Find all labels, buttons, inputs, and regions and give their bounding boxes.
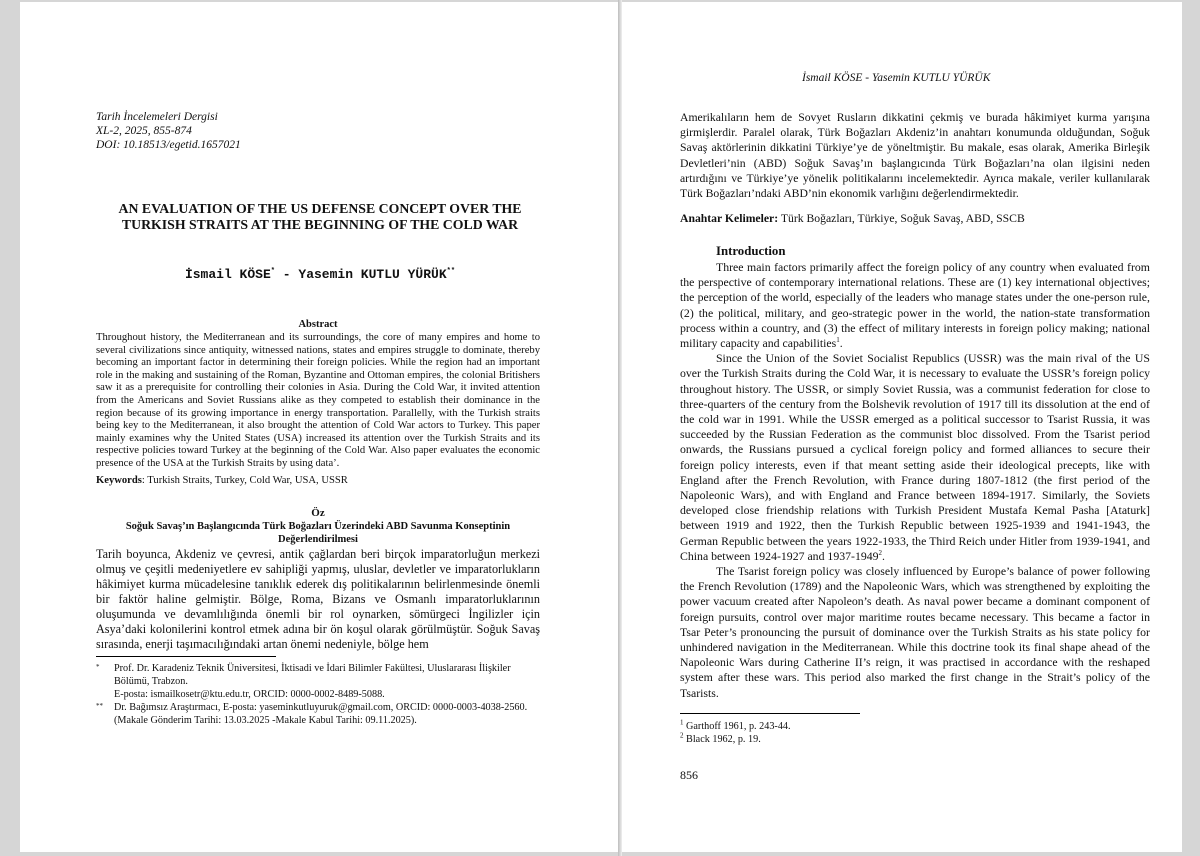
oz-heading: Öz — [311, 507, 325, 519]
oz-title: Soğuk Savaş’ın Başlangıcında Türk Boğazları Üzerindeki ABD Savunma Konseptinin Değerlendirilmesi — [125, 521, 511, 545]
abstract-text: Throughout history, the Mediterranean and its surroundings, the core of many empires and home to several civilizations since antiquity, witnessed nations, states and empires struggle to dominate, thereby becoming an important factor in determining their foreign policies. While the region had an important role in the making and sustaining of the Roman, Byzantine and Ottoman empires, the colonial Britishers saw it as a prerequisite for controlling their colonies in Asia. During the Cold War, it invited attention from the Americans and Soviet Russians alike as they competed to establish their dominance in the region because of its growing importance in energy transportation. Parallelly, with the Turkish straits being key to the Mediterranean, it also brought the attention of Cold War actors to Turkey. This paper mainly examines why the United States (USA) increased its attention over the Turkish Straits and its respective policies toward Turkey at the beginning of the Cold War. Also paper evaluates the economic presence of the USA at the Turkish Straits by using data’. — [96, 332, 540, 469]
keywords-label: Keywords — [96, 475, 142, 486]
footnote-ref[interactable]: 1 — [836, 336, 840, 345]
oz-continued: Amerikalıların hem de Sovyet Rusların dikkatini çekmiş ve burada hâkimiyet kurma yarışına girmişlerdir. Paralel olarak, Türk Boğazları Akdeniz’in anahtarı konumunda olduğundan, Soğuk Savaş aktörlerinin dikkatini Türkiye’ye de yöneltmiştir. Bu makale, esas olarak, Amerika Birleşik Devletleri’nin (ABD) Soğuk Savaş’ın başlangıcında Türk Boğazları’na olan ilgisini neden artırdığını ve Türkiye’ye yönelik politikalarını incelemektedir. Ayrıca makale, veriler kullanılarak Türk Boğazları’ndaki ABD’nin ekonomik varlığını değerlendirmektedir. — [680, 111, 1150, 201]
author-1-mark: * — [270, 267, 275, 276]
footnote-item — [96, 701, 540, 727]
keywords-text: : Turkish Straits, Turkey, Cold War, USA, USSR — [141, 475, 348, 486]
footnote-mark: * — [96, 663, 100, 671]
footnote-rule — [680, 713, 860, 714]
footnote-item — [96, 662, 540, 701]
footnote-line: E-posta: ismailkosetr@ktu.edu.tr, ORCID: 0000-0002-8489-5088. — [114, 689, 385, 700]
abstract-body — [96, 332, 540, 471]
paragraph: Since the Union of the Soviet Socialist Republics (USSR) was the main rival of the US over the Turkish Straits during the Cold War, it is necessary to evaluate the USSR’s foreign policy throughout history. The USSR, or simply Soviet Russia, was a communist federation for close to three-quarters of the century from the Bolshevik revolution of 1917 till its dissolution at the end of the cold war in 1991. While the USSR emerged as a political successor to Tsarist Russia, it was succeeded by the Russian Federation as the communist bloc dissolved. From the Tsarist period onwards, the Russians pursued a cyclical foreign policy and formed alliances to secure their foreign policy interests, even if that meant setting aside their ideological precepts, like with England after the French Revolution, with France during 1807-1812 (the first period of the Napoleonic Wars), and with England and France between 1894-1917. Similarly, the Soviets developed close friendship relations with Turkish President Mustafa Kemal Pasha [Ataturk] between 1919 and 1922, then the Turkish Republic between 1925-1939 and 1941-1943, the German Republic between the years 1922-1933, the Third Reich under Hitler from 1939-1941, and China between 1924-1927 and 1937-1949$^2$. — [680, 351, 1150, 563]
journal-doi[interactable]: DOI: 10.18513/egetid.1657021 — [96, 139, 241, 151]
running-head: İsmail KÖSE - Yasemin KUTLU YÜRÜK — [802, 72, 991, 84]
footnote-item: $^2$ Black 1962, p. 19. — [680, 731, 761, 745]
footnotes-right — [680, 720, 791, 746]
footnote-line: Dr. Bağımsız Araştırmacı, E-posta: yaseminkutluyuruk@gmail.com, ORCID: 0000-0003-4038-2560. — [114, 702, 528, 713]
author-2: Yasemin KUTLU YÜRÜK — [298, 267, 447, 282]
author-1: İsmail KÖSE — [184, 267, 271, 282]
introduction-heading: Introduction — [716, 244, 786, 258]
introduction-body — [680, 260, 1150, 701]
author-2-mark: ** — [446, 267, 456, 276]
paragraph: The Tsarist foreign policy was closely influenced by Europe’s balance of power following the French Revolution (1789) and the Napoleonic Wars, which was strengthened by exploiting the power vacuum created after Napoleon’s death. As naval power became a dominant component of foreign pursuits, control over major maritime routes became necessary. This became a factor in Tsar Peter’s pronouncing the pursuit of dominance over the Turkish Straits as his state policy for unhindered navigation in the Mediterranean. While this doctrine took its final shape ahead of the Napoleonic Wars during Catherine II’s reign, it was practised in accordance with the reshaped system after these wars. This period also marked the first change in the Strait’s policy of the Tsarists. — [680, 564, 1150, 700]
anahtar-kelimeler — [680, 212, 1150, 225]
anahtar-label: Anahtar Kelimeler: — [680, 212, 779, 225]
footnote-rule — [96, 656, 276, 657]
author-line — [90, 267, 550, 282]
footnote-line: Prof. Dr. Karadeniz Teknik Üniversitesi, İktisadi ve İdari Bilimler Fakültesi, Uluslararası İlişkiler Bölümü, Trabzon. — [114, 663, 511, 687]
abstract-heading: Abstract — [298, 319, 338, 330]
page-number: 856 — [680, 768, 698, 782]
author-separator: - — [274, 267, 299, 282]
footnote-ref[interactable]: 2 — [878, 548, 883, 557]
keywords — [96, 475, 540, 486]
footnotes-left — [96, 662, 540, 727]
journal-name: Tarih İncelemeleri Dergisi — [96, 111, 218, 123]
left-page — [20, 2, 618, 852]
oz-body: Tarih boyunca, Akdeniz ve çevresi, antik çağlardan beri birçok imparatorluğun merkezi olmuş ve çeşitli medeniyetlere ev sahipliği yapmış, uluslar, devletler ve imparatorlukların hâkimiyet kurma mücadelesine tanıklık ederek dış politikalarının belirlenmesinde önemli bir faktör haline gelmiştir. Bölge, Roma, Bizans ve Osmanlı imparatorluklarının oluşumunda ve devamlılığında önemli bir rol oynarken, sömürgeci İngilizler için Asya’daki kolonilerini kontrol etmek adına bir ön koşul olarak görülmüştür. Soğuk Savaş sırasında, enerji taşımacılığındaki artan önemi nedeniyle, bölge hem — [96, 547, 540, 651]
footnote-line: (Makale Gönderim Tarihi: 13.03.2025 -Makale Kabul Tarihi: 09.11.2025). — [114, 715, 417, 726]
article-title: AN EVALUATION OF THE US DEFENSE CONCEPT OVER THE TURKISH STRAITS AT THE BEGINNING OF THE COLD WAR — [118, 201, 522, 232]
footnote-item: $^1$ Garthoff 1961, p. 243-44. — [680, 718, 791, 732]
paragraph: Three main factors primarily affect the foreign policy of any country when evaluated from the perspective of contemporary international relations. These are (1) key international objectives; the perception of the world, especially of the leaders who manage states under the one-person rule, (2) the political, military, and geo-strategic power in the world, the nation-state transformation process within a country, and (3) the effect of military interests in foreign policy making; national military capacity and capabilities$^1$. — [680, 260, 1150, 351]
journal-issue: XL-2, 2025, 855-874 — [96, 125, 192, 137]
journal-info — [96, 110, 241, 152]
right-page — [622, 2, 1182, 852]
anahtar-text: Türk Boğazları, Türkiye, Soğuk Savaş, ABD, SSCB — [778, 212, 1025, 225]
footnote-mark: ** — [96, 702, 103, 710]
